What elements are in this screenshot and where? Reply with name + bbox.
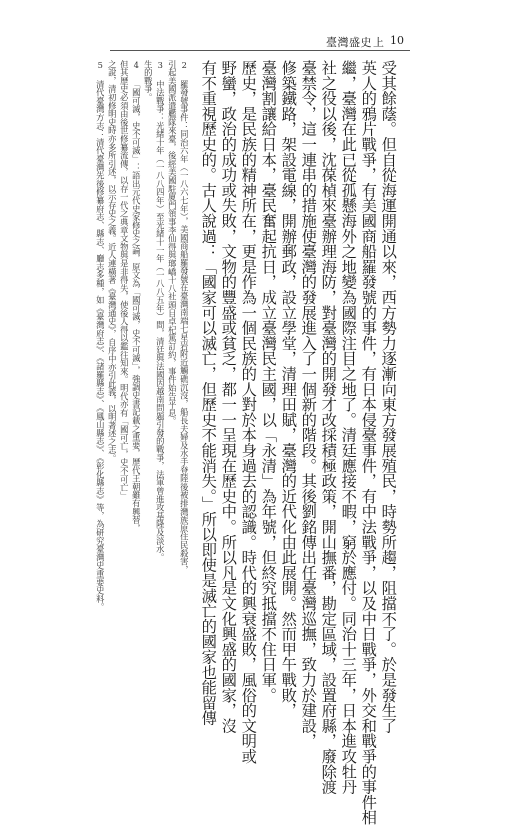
body-line: 社之役以後，沈葆楨來臺辦理海防，對臺灣的開發才改採積極政策，開山撫番，勘定區域，設置府縣，廢除渡 xyxy=(319,60,338,795)
footnote-line: 2 羅發號事件：同治六年（一八六七年），美國商船羅發號在臺灣南端七星岩附近觸礁沉沒，船長夫婦及水手登陸後被排灣族原住民殺害， xyxy=(179,60,190,574)
running-header-title: 臺灣盛史 xyxy=(326,36,372,49)
body-line: 臺禁令，這一連串的措施使臺灣的發展進入了一個新的階段。其後劉銘傳出任臺灣巡撫，致力於建設， xyxy=(299,60,318,749)
page-number: 10 xyxy=(390,34,404,47)
body-line: 歷史，是民族的精神所在，更是作為一個民族的人對於本身過去的認識。時代的興衰盛敗，風俗的文明或 xyxy=(239,60,258,764)
footnote-line: 4 「國可滅，史不可滅」：語出元代史家修史之論，原文為「國可滅，史不可滅」，強調史書記載之重要，歷代王朝雖有興替， xyxy=(131,60,142,533)
body-line: 野蠻，政治的成功或失敗，文物的豐盛或貧乏，都一一呈現在歷史中。所以凡是文化興盛的國家，沒 xyxy=(219,60,238,734)
body-line: 臺灣割讓給日本，臺民奮起抗日，成立臺灣民主國，以「永清」為年號，但終究抵擋不住日軍。 xyxy=(259,60,278,703)
footnote-line: 之說，清初修明史時亦多所引述，以示存史之義。近人連橫著《臺灣通史》，自序中亦引此義，以明著述之志。 xyxy=(107,60,118,463)
body-line: 繼，臺灣在此已從孤懸海外之地變為國際注目之地了。清廷應接不暇，窮於應付。同治十三年，日本進攻牡丹 xyxy=(339,60,358,795)
footnote-line: 5 清代臺灣方志：清代臺灣先後修纂府志、縣志、廳志多種，如《臺灣府志》、《諸羅縣志》、《鳳山縣志》、《彰化縣志》等，為研究臺灣史重要史料。 xyxy=(95,60,106,612)
body-line: 英人的鴉片戰爭，有美國商船羅發號的事件，有日本侵臺事件，有中法戰爭，以及中日戰爭，外交和戰爭的事件相 xyxy=(359,60,378,825)
footnote-line: 生的戰爭。 xyxy=(143,60,154,102)
body-line: 修築鐵路，架設電線，開辦郵政，設立學堂，清理田賦，臺灣的近代化由此展開。然而甲午戰敗， xyxy=(279,60,298,718)
footnote-line: 但其歷史必須由後世修纂流傳，以存一代之典章文物與是非得失，使後人得以鑑往知來。明代亦有「國可亡，史不可亡」 xyxy=(119,60,130,500)
body-line: 有不重視歷史的。古人說過：「國家可以滅亡，但歷史不能消失。」所以即使是滅亡的國家也能留傳 xyxy=(199,60,218,726)
running-header-volume: 上 xyxy=(373,36,384,49)
footnote-line: 引起美國派遣艦隊來臺，後經美國駐廈門領事李仙得與瑯嶠十八社頭目卓杞篤訂約，事件始告平息。 xyxy=(167,60,178,426)
header-rule xyxy=(110,50,410,51)
body-line: 受其餘蔭。但自從海運開通以來，西方勢力逐漸向東方發展殖民，時勢所趨，阻擋不了。於是發生了 xyxy=(379,60,398,734)
footnote-line: 3 中法戰爭：光緒十年（一八八四年）至光緒十一年（一八八五年）間，清廷與法國因越南問題引發的戰爭，法軍曾進攻基隆及淡水。 xyxy=(155,60,166,562)
